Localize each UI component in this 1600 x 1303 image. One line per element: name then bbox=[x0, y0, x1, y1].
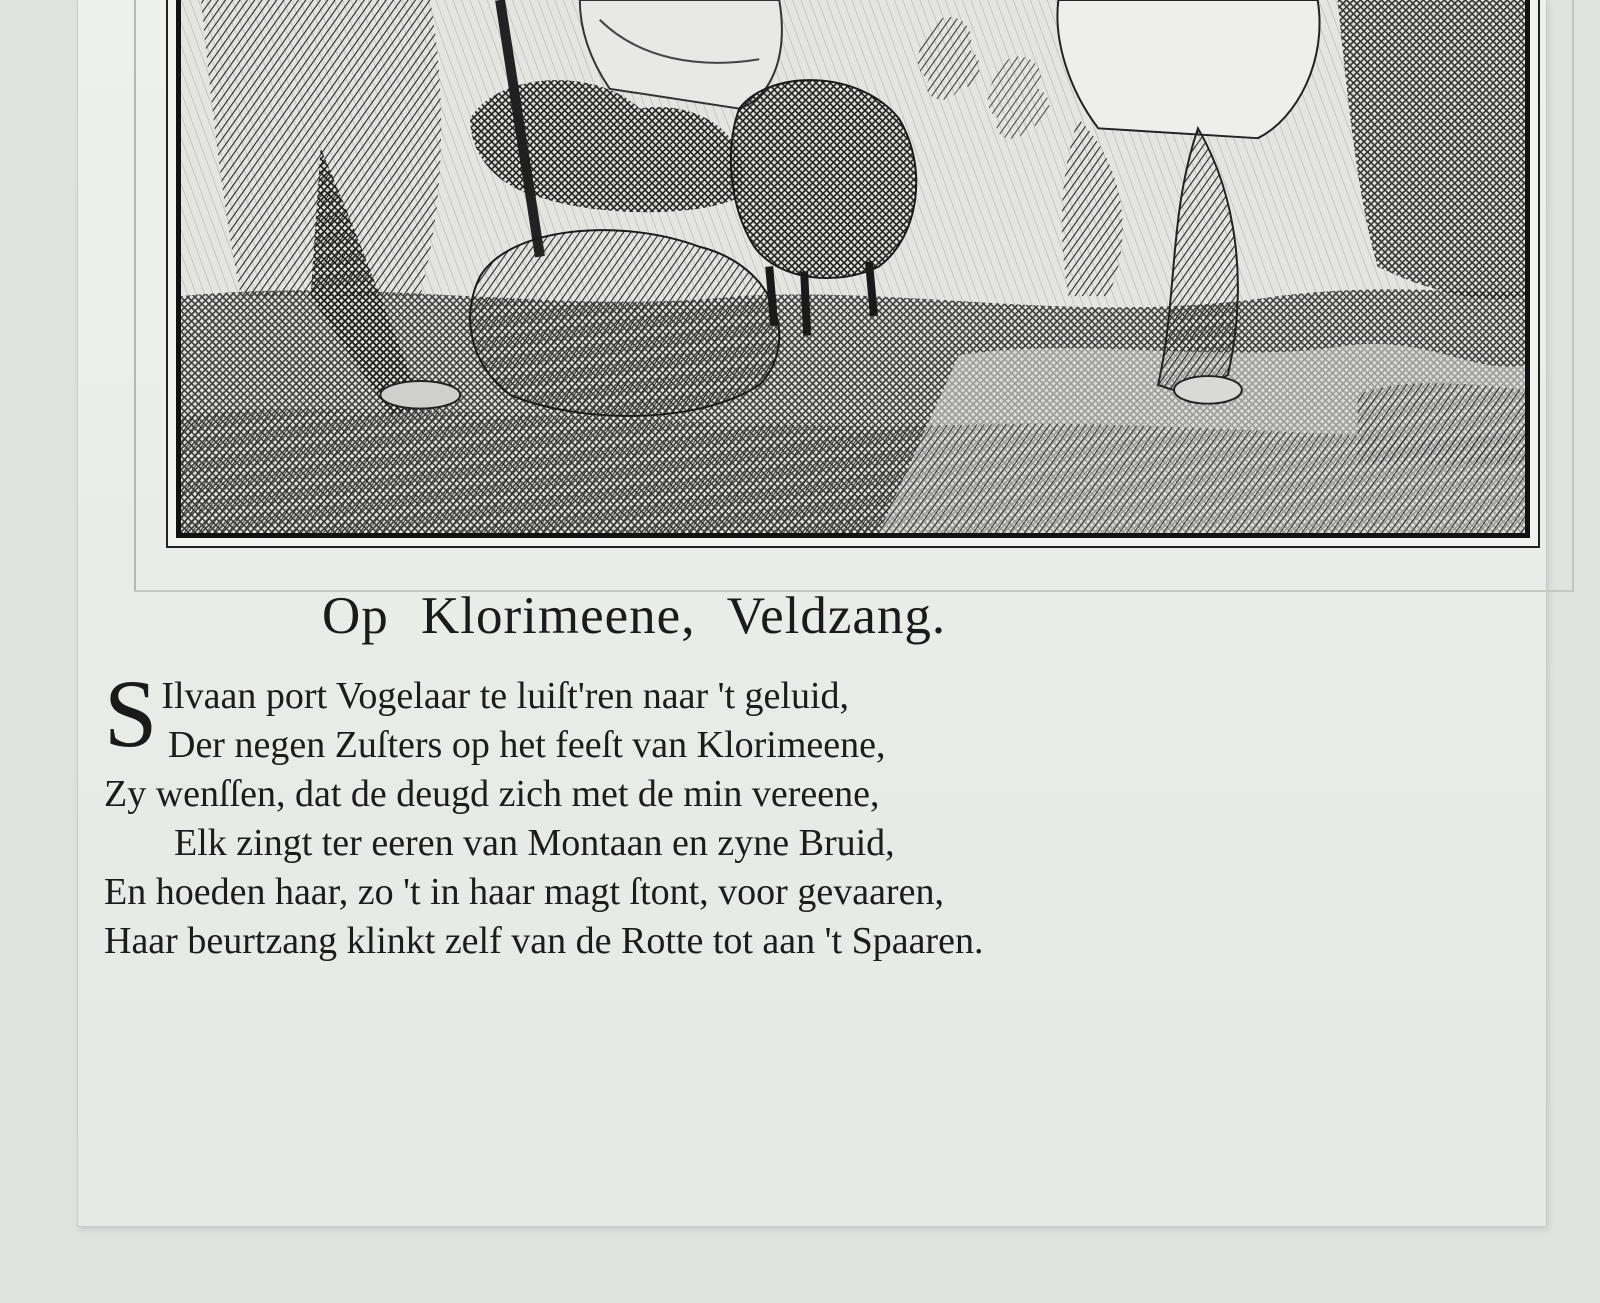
poem-dropcap: S bbox=[104, 660, 158, 767]
poem-line: Zy wenſſen, dat de deugd zich met de min vereene, bbox=[104, 773, 880, 815]
poem-line: Haar beurtzang klinkt zelf van de Rotte tot aan 't Spaaren. bbox=[104, 920, 984, 962]
pastoral-engraving bbox=[181, 0, 1525, 533]
poem-line: Ilvaan port Vogelaar te luiſt'ren naar 't geluid, bbox=[161, 675, 850, 717]
poem-line: Der negen Zuſters op het feeſt van Klorimeene, bbox=[168, 724, 886, 766]
engraving-image bbox=[176, 0, 1530, 538]
poem bbox=[104, 660, 984, 966]
engraving-frame bbox=[166, 0, 1540, 548]
poem-line: En hoeden haar, zo 't in haar magt ſtont, voor gevaaren, bbox=[104, 871, 944, 913]
poem-line: Elk zingt ter eeren van Montaan en zyne Bruid, bbox=[174, 822, 895, 864]
paper-sheet bbox=[78, 0, 1546, 1226]
page-title: Op Klorimeene, Veldzang. bbox=[322, 587, 947, 645]
